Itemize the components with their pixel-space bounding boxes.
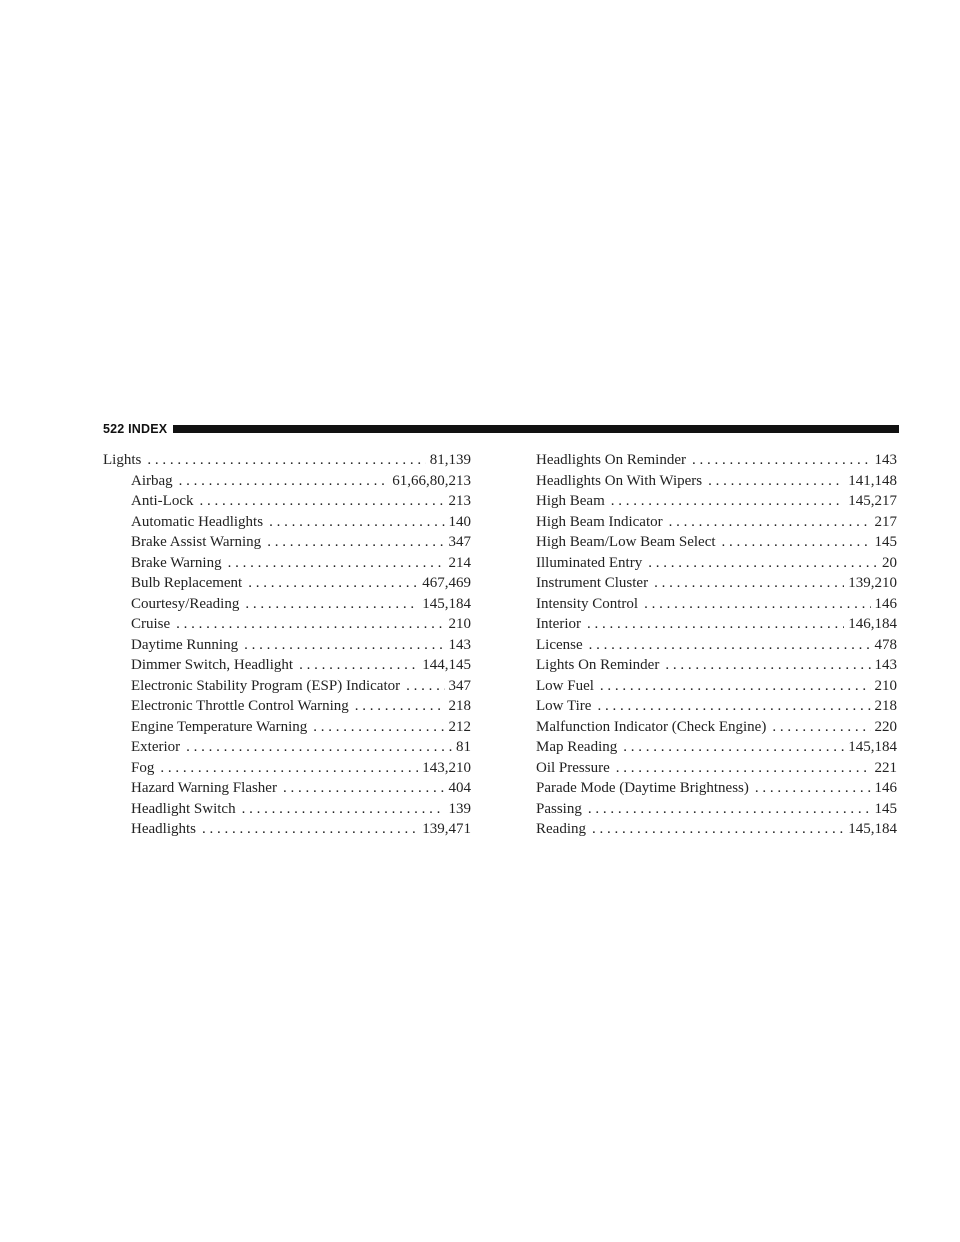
index-entry — [536, 614, 897, 635]
index-term: Lights On Reminder — [536, 657, 660, 673]
index-term: High Beam — [536, 493, 605, 509]
index-entry — [536, 553, 897, 574]
index-subentry — [103, 512, 471, 533]
page-references: 143 — [874, 452, 897, 468]
page-references: 347 — [448, 677, 471, 694]
page-references: 144,145 — [422, 657, 471, 673]
page-references: 140 — [448, 513, 471, 530]
page-references: 145,217 — [848, 493, 897, 509]
dot-leader — [299, 655, 418, 676]
index-subentry — [103, 532, 471, 553]
index-term: Interior — [536, 616, 581, 632]
index-term: License — [536, 636, 583, 653]
dot-leader — [587, 614, 844, 635]
dot-leader — [644, 594, 870, 615]
index-subentry — [103, 553, 471, 574]
page-references: 61,66,80,213 — [392, 472, 471, 489]
page-references: 143 — [448, 636, 471, 653]
dot-leader — [597, 696, 870, 717]
index-term: Electronic Throttle Control Warning — [131, 698, 349, 714]
page-header — [103, 417, 899, 441]
page-references: 217 — [874, 513, 897, 530]
page-references: 146,184 — [848, 616, 897, 632]
page-number-and-section: 522 INDEX — [103, 422, 168, 436]
index-term: High Beam/Low Beam Select — [536, 534, 716, 550]
index-term: Fog — [131, 759, 155, 776]
dot-leader — [772, 717, 870, 738]
dot-leader — [147, 450, 425, 471]
page-references: 141,148 — [848, 472, 897, 489]
index-term: Lights — [103, 452, 142, 468]
header-rule — [173, 425, 899, 433]
index-entry — [536, 676, 897, 697]
page-references: 81,139 — [429, 452, 471, 468]
page-references: 214 — [448, 554, 471, 571]
page-references: 213 — [448, 493, 471, 509]
index-entry — [536, 635, 897, 656]
page-references: 404 — [448, 780, 471, 796]
index-entry — [536, 491, 897, 512]
index-entry — [536, 655, 897, 676]
index-term: Low Tire — [536, 698, 592, 714]
dot-leader — [406, 676, 444, 697]
dot-leader — [592, 819, 844, 840]
dot-leader — [722, 532, 871, 553]
page-references: 139,210 — [848, 575, 897, 591]
index-term: Oil Pressure — [536, 759, 610, 776]
dot-leader — [600, 676, 871, 697]
dot-leader — [176, 614, 444, 635]
index-column-left — [103, 450, 471, 840]
dot-leader — [313, 717, 444, 738]
page-references: 212 — [448, 718, 471, 735]
page-references: 145 — [874, 800, 897, 817]
index-subentry — [103, 635, 471, 656]
page-references: 467,469 — [422, 575, 471, 591]
index-subentry — [103, 799, 471, 820]
index-entry — [536, 696, 897, 717]
page-references: 145,184 — [848, 821, 897, 837]
index-term: Brake Warning — [131, 554, 222, 571]
dot-leader — [202, 819, 418, 840]
index-subentry — [103, 594, 471, 615]
index-term: Automatic Headlights — [131, 513, 264, 530]
index-term: Exterior — [131, 739, 181, 755]
index-entry — [536, 471, 897, 492]
index-term: Engine Temperature Warning — [131, 718, 308, 735]
index-term: Electronic Stability Program (ESP) Indicator — [131, 677, 401, 694]
index-entry — [103, 450, 471, 471]
index-term: Malfunction Indicator (Check Engine) — [536, 718, 767, 735]
dot-leader — [269, 512, 444, 533]
index-term: Headlight Switch — [131, 800, 236, 817]
index-term: Headlights On With Wipers — [536, 472, 703, 489]
index-entry — [536, 532, 897, 553]
index-subentry — [103, 676, 471, 697]
index-entry — [536, 758, 897, 779]
index-subentry — [103, 573, 471, 594]
dot-leader — [244, 635, 444, 656]
page-references: 143 — [874, 657, 897, 673]
dot-leader — [186, 737, 452, 758]
page-references: 221 — [874, 759, 897, 776]
index-term: Courtesy/Reading — [131, 595, 240, 612]
index-term: Dimmer Switch, Headlight — [131, 657, 294, 673]
page-references: 81 — [456, 739, 471, 755]
dot-leader — [616, 758, 871, 779]
dot-leader — [708, 471, 844, 492]
page-references: 218 — [448, 698, 471, 714]
page-references: 218 — [874, 698, 897, 714]
index-term: Instrument Cluster — [536, 575, 649, 591]
index-column-right — [536, 450, 897, 840]
index-entry — [536, 799, 897, 820]
index-subentry — [103, 655, 471, 676]
index-entry — [536, 819, 897, 840]
index-term: High Beam Indicator — [536, 513, 663, 530]
dot-leader — [283, 778, 445, 799]
page-references: 20 — [882, 554, 897, 571]
index-subentry — [103, 696, 471, 717]
index-subentry — [103, 737, 471, 758]
page-references: 145 — [874, 534, 897, 550]
dot-leader — [245, 594, 418, 615]
dot-leader — [179, 471, 389, 492]
dot-leader — [611, 491, 845, 512]
index-entry — [536, 573, 897, 594]
index-subentry — [103, 491, 471, 512]
page-references: 478 — [874, 636, 897, 653]
page-references: 146 — [874, 780, 897, 796]
page-references: 145,184 — [422, 595, 471, 612]
index-term: Parade Mode (Daytime Brightness) — [536, 780, 749, 796]
page-references: 210 — [874, 677, 897, 694]
dot-leader — [228, 553, 445, 574]
index-term: Headlights — [131, 821, 196, 837]
index-term: Cruise — [131, 616, 171, 632]
index-term: Anti-Lock — [131, 493, 194, 509]
index-subentry — [103, 819, 471, 840]
dot-leader — [160, 758, 418, 779]
index-subentry — [103, 758, 471, 779]
dot-leader — [623, 737, 844, 758]
index-entry — [536, 737, 897, 758]
index-term: Intensity Control — [536, 595, 639, 612]
index-subentry — [103, 471, 471, 492]
dot-leader — [242, 799, 445, 820]
index-entry — [536, 778, 897, 799]
dot-leader — [199, 491, 444, 512]
index-entry — [536, 594, 897, 615]
index-entry — [536, 717, 897, 738]
page-references: 145,184 — [848, 739, 897, 755]
page-references: 139,471 — [422, 821, 471, 837]
index-term: Daytime Running — [131, 636, 239, 653]
dot-leader — [654, 573, 844, 594]
index-entry — [536, 450, 897, 471]
dot-leader — [355, 696, 445, 717]
dot-leader — [588, 799, 871, 820]
index-term: Illuminated Entry — [536, 554, 643, 571]
index-term: Reading — [536, 821, 586, 837]
dot-leader — [669, 512, 871, 533]
page-references: 210 — [448, 616, 471, 632]
page-references: 220 — [874, 718, 897, 735]
dot-leader — [648, 553, 878, 574]
index-subentry — [103, 717, 471, 738]
dot-leader — [248, 573, 418, 594]
index-term: Headlights On Reminder — [536, 452, 686, 468]
dot-leader — [589, 635, 871, 656]
index-term: Low Fuel — [536, 677, 594, 694]
index-subentry — [103, 614, 471, 635]
page-references: 146 — [874, 595, 897, 612]
dot-leader — [692, 450, 871, 471]
index-entry — [536, 512, 897, 533]
dot-leader — [665, 655, 870, 676]
index-term: Map Reading — [536, 739, 618, 755]
index-term: Passing — [536, 800, 582, 817]
index-term: Airbag — [131, 472, 173, 489]
page-references: 143,210 — [422, 759, 471, 776]
index-term: Bulb Replacement — [131, 575, 243, 591]
index-term: Hazard Warning Flasher — [131, 780, 277, 796]
index-term: Brake Assist Warning — [131, 534, 262, 550]
page-references: 139 — [448, 800, 471, 817]
dot-leader — [267, 532, 444, 553]
index-subentry — [103, 778, 471, 799]
page-references: 347 — [448, 534, 471, 550]
dot-leader — [755, 778, 871, 799]
